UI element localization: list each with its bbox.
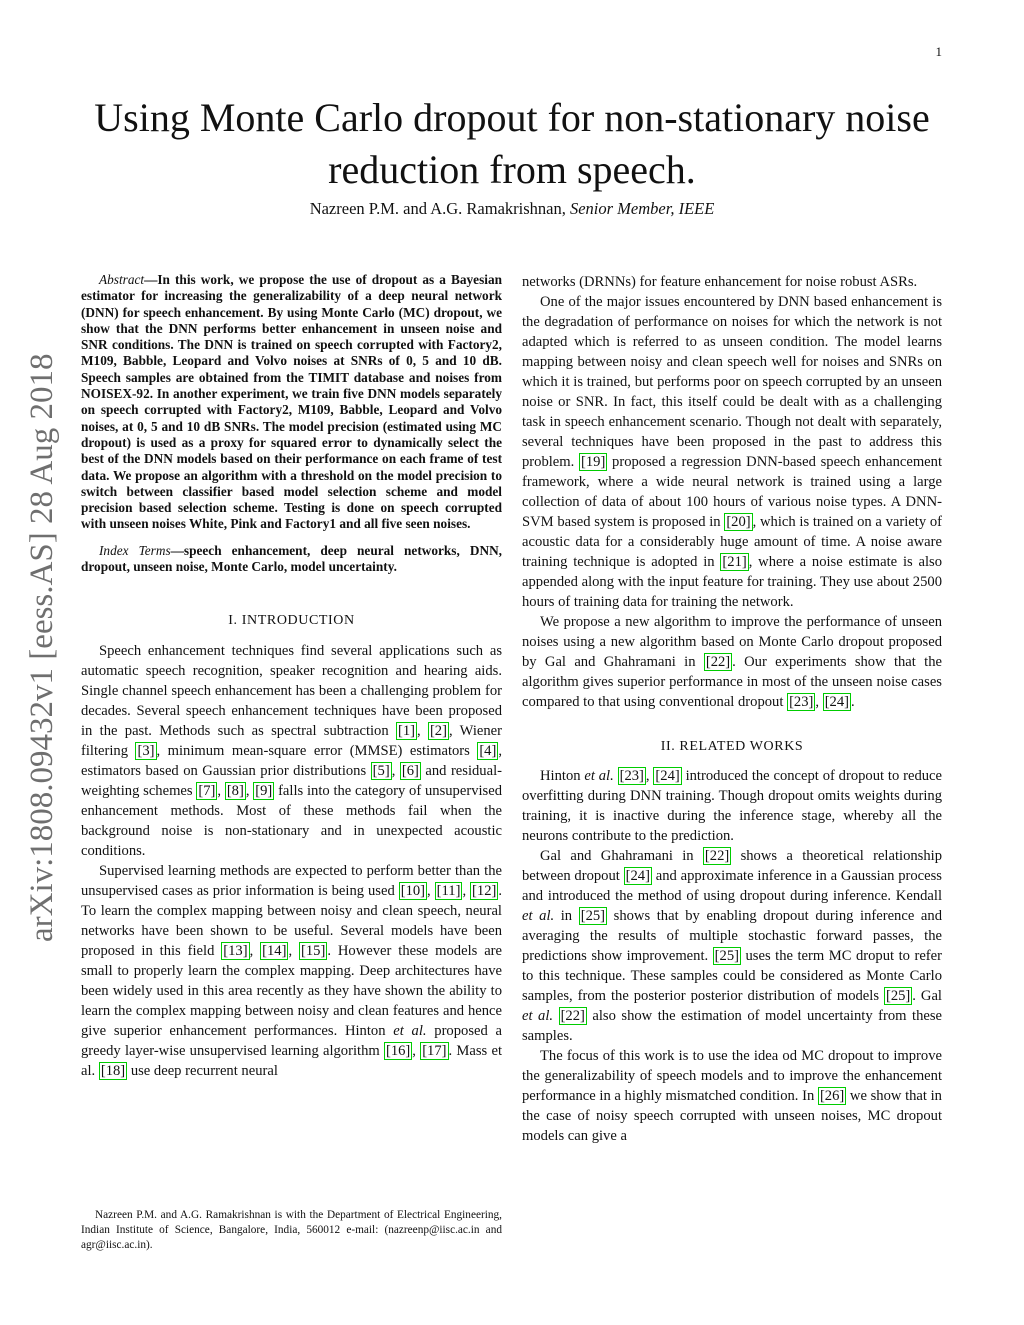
citation-link[interactable]: [24] — [655, 768, 680, 784]
citation-link[interactable]: [21] — [722, 554, 747, 570]
citation-link[interactable]: [12] — [472, 883, 497, 900]
text-segment: and approximate inference in a Gaussian process and introduced the method of using dropout during inference. Kendall — [522, 868, 942, 904]
citation-link[interactable]: [17] — [422, 1043, 447, 1060]
citation-link[interactable]: [14] — [262, 943, 287, 960]
citation-link[interactable]: [23] — [619, 768, 644, 784]
et-al-text: et al. — [522, 1008, 554, 1024]
index-terms-text: —speech enhancement, deep neural networks, DNN, dropout, unseen noise, Monte Carlo, model uncertainty. — [81, 542, 502, 575]
citation-link[interactable]: [24] — [824, 694, 850, 710]
text-segment: , — [412, 1043, 421, 1060]
text-segment: Supervised learning methods are expected to perform better than the unsupervised cases as prior information is being used — [81, 863, 502, 900]
citation-link[interactable]: [8] — [226, 783, 244, 800]
left-column — [81, 272, 502, 1081]
text-segment: shows a theoretical relationship between dropout — [522, 848, 942, 884]
right-paragraph-1 — [522, 292, 942, 612]
author-membership: Senior Member, IEEE — [569, 199, 715, 218]
text-segment: we show that in the case of noisy speech corrupted with unseen noises, MC dropout models can give a — [522, 1088, 942, 1144]
citation-link[interactable]: [26] — [819, 1088, 845, 1104]
citation-link[interactable]: [22] — [560, 1008, 585, 1024]
related-paragraph-1 — [522, 766, 942, 846]
et-al-text: et al. — [393, 1023, 427, 1040]
text-segment: , — [249, 943, 261, 960]
arxiv-stamp: arXiv:1808.09432v1 [eess.AS] 28 Aug 2018 — [24, 353, 60, 943]
text-segment: Gal and Ghahramani in — [540, 848, 703, 864]
abstract — [81, 272, 502, 533]
text-segment: , — [462, 883, 471, 900]
citation-link[interactable]: [25] — [714, 948, 739, 964]
text-segment: in — [554, 908, 579, 924]
text-segment: falls into the category of unsupervised enhancement methods. Most of these methods fail when the background noise is non-stationary and in unexpected acoustic conditions. — [81, 783, 502, 860]
text-segment: We propose a new algorithm to improve the performance of unseen noises using a new algorithm based on Monte Carlo dropout proposed by Gal and Ghahramani in — [522, 614, 942, 670]
text-segment: , which is trained on a variety of acoustic data for a considerably huge amount of time. A noise aware training technique is adopted in — [522, 514, 942, 570]
authors — [60, 199, 964, 219]
text-segment: , Wiener filtering — [81, 723, 503, 760]
text-segment: . — [851, 694, 855, 710]
citation-link[interactable]: [24] — [625, 868, 650, 884]
citation-link[interactable]: [11] — [436, 883, 461, 900]
citation-link[interactable]: [1] — [397, 723, 415, 740]
citation-link[interactable]: [22] — [704, 848, 730, 864]
citation-link[interactable]: [25] — [885, 988, 911, 1004]
text-segment: shows that by enabling dropout during inference and averaging the results of multiple stochastic forward passes, the predictions show improvement. — [522, 908, 942, 964]
text-segment: . Gal — [912, 988, 942, 1004]
text-segment — [553, 1008, 559, 1024]
right-paragraph-0: networks (DRNNs) for feature enhancement for noise robust ASRs. — [522, 274, 918, 290]
text-segment: proposed a regression DNN-based speech enhancement framework, where a wide neural network is trained using a large collection of data of about 100 hours of various noise types. A DNN-SVM based system is proposed in — [522, 454, 942, 530]
index-terms-lead: Index Terms — [99, 542, 171, 558]
citation-link[interactable]: [2] — [429, 723, 447, 740]
citation-link[interactable]: [5] — [372, 763, 390, 780]
text-segment: use deep recurrent neural — [127, 1063, 278, 1080]
citation-link[interactable]: [6] — [401, 763, 419, 780]
abstract-lead: Abstract — [99, 272, 145, 287]
citation-link[interactable]: [16] — [385, 1043, 411, 1060]
text-segment: introduced the concept of dropout to reduce overfitting during DNN training. Though dropout omits weights during training, it is inactive during the inference stage, whereby all the neurons contribute to the prediction. — [522, 768, 942, 844]
abstract-text: —In this work, we propose the use of dropout as a Bayesian estimator for increasing the generalizability of a deep neural network (DNN) for speech enhancement. By using Monte Carlo (MC) dropout, we show that the DNN performs better enhancement in unseen noise and SNR conditions. The DNN is trained on speech corrupted with Factory2, M109, Babble, Leopard and Volvo noises at SNRs of 0, 5 and 10 dB. Speech samples are obtained from the TIMIT database and noises from NOISEX-92. In another experiment, we train five DNN models separately on speech corrupted with Factory2, M109, Babble, Leopard and Volvo noises, at 0, 5 and 10 dB SNRs. The model precision (estimated using MC dropout) is used as a proxy for squared error to dynamically select the best of the DNN models based on their performance on each frame of test data. We propose an algorithm with a threshold on the model precision to switch between classifier based model selection scheme and model precision based selection scheme. Testing is done on speech corrupted with unseen noises White, Pink and Factory1 and all five seen noises. — [81, 272, 502, 532]
intro-paragraph-1 — [81, 641, 502, 861]
citation-link[interactable]: [15] — [301, 943, 326, 960]
text-segment: , estimators based on Gaussian prior distributions — [81, 743, 502, 780]
text-segment: also show the estimation of model uncertainty from these samples. — [522, 1008, 943, 1044]
citation-link[interactable]: [19] — [581, 454, 606, 470]
footnote-affiliation: Nazreen P.M. and A.G. Ramakrishnan is with the Department of Electrical Engineering, Indian Institute of Science, Bangalore, India, 560012 e-mail: (nazreenp@iisc.ac.in and agr@iisc.ac.in). — [81, 1209, 502, 1251]
section-heading-introduction: I. INTRODUCTION — [228, 613, 355, 629]
text-segment: , — [416, 723, 428, 740]
citation-link[interactable]: [9] — [255, 783, 273, 800]
text-segment: One of the major issues encountered by DNN based enhancement is the degradation of performance on noises for which the network is not adapted which is referred to as unseen condition. The model learns mapping between noisy and clean speech well for noises and SNRs on which it is trained, but performs poor on speech corrupted by an unseen noise or SNR. In fact, this itself could be dealt with as a challenging task in speech enhancement scenario. Though not dealt with separately, several techniques have been proposed in the past to address this problem. — [522, 294, 942, 470]
et-al-text: et al. — [584, 768, 614, 784]
citation-link[interactable]: [10] — [400, 883, 426, 900]
index-terms — [81, 543, 502, 576]
citation-link[interactable]: [13] — [223, 943, 248, 960]
citation-link[interactable]: [7] — [198, 783, 216, 800]
et-al-text: et al. — [522, 908, 555, 924]
text-segment: , — [217, 783, 225, 800]
author-names: Nazreen P.M. and A.G. Ramakrishnan, — [309, 199, 566, 218]
text-segment: . However these models are small to properly learn the complex mapping. Deep architectures have been widely used in this area recently as they have shown the ability to learn the complex mapping between noisy and clean features and hence give superior enhancement performances. Hinton — [81, 943, 503, 1040]
citation-link[interactable]: [23] — [789, 694, 814, 710]
citation-link[interactable]: [4] — [479, 743, 497, 760]
text-segment: , — [391, 763, 400, 780]
right-column — [522, 272, 942, 1146]
text-segment: , — [427, 883, 435, 900]
page-number: 1 — [935, 44, 942, 59]
text-segment: uses the term MC droput to refer to this technique. These samples could be considered as Monte Carlo samples, from the posterior posterior distribution of models — [522, 948, 942, 1004]
text-segment: Speech enhancement techniques find several applications such as automatic speech recognition, speaker recognition and hearing aids. Single channel speech enhancement has been a challenging problem for decades. Several speech enhancement techniques have been proposed in the past. Methods such as spectral subtraction — [81, 643, 502, 740]
intro-paragraph-2 — [81, 861, 502, 1081]
text-segment: , — [645, 768, 654, 784]
text-segment: . Mass et al. — [81, 1043, 502, 1080]
text-segment: , minimum mean-square error (MMSE) estimators — [156, 743, 478, 760]
text-segment: , where a noise estimate is also appended along with the input feature for training. They use about 2500 hours of training data for training the network. — [522, 554, 942, 610]
text-segment: , — [815, 694, 823, 710]
citation-link[interactable]: [18] — [100, 1063, 126, 1080]
citation-link[interactable]: [20] — [726, 514, 751, 530]
section-heading-related-works: II. RELATED WORKS — [660, 739, 804, 754]
citation-link[interactable]: [25] — [580, 908, 606, 924]
text-segment: Hinton — [540, 768, 585, 784]
related-paragraph-2 — [522, 846, 942, 1046]
text-segment: , — [288, 943, 300, 960]
text-segment: and residual-weighting schemes — [81, 763, 503, 800]
citation-link[interactable]: [22] — [705, 654, 731, 670]
text-segment: , — [245, 783, 254, 800]
related-paragraph-3 — [522, 1046, 942, 1146]
text-segment: The focus of this work is to use the idea od MC dropout to improve the generalizability of speech models and to improve the enhancement performance in a highly mismatched condition. In — [522, 1048, 942, 1104]
paper-title: Using Monte Carlo dropout for non-stationary noise reduction from speech. — [94, 95, 930, 192]
text-segment: . Our experiments show that the algorithm gives superior performance in most of the unseen noise cases compared to that using conventional dropout — [522, 654, 942, 710]
text-segment: . To learn the complex mapping between noisy and clean speech, neural networks have been shown to be useful. Several models have been proposed in this field — [81, 883, 503, 960]
text-segment: proposed a greedy layer-wise unsupervised learning algorithm — [81, 1023, 502, 1060]
right-paragraph-2 — [522, 612, 942, 712]
citation-link[interactable]: [3] — [137, 743, 155, 760]
